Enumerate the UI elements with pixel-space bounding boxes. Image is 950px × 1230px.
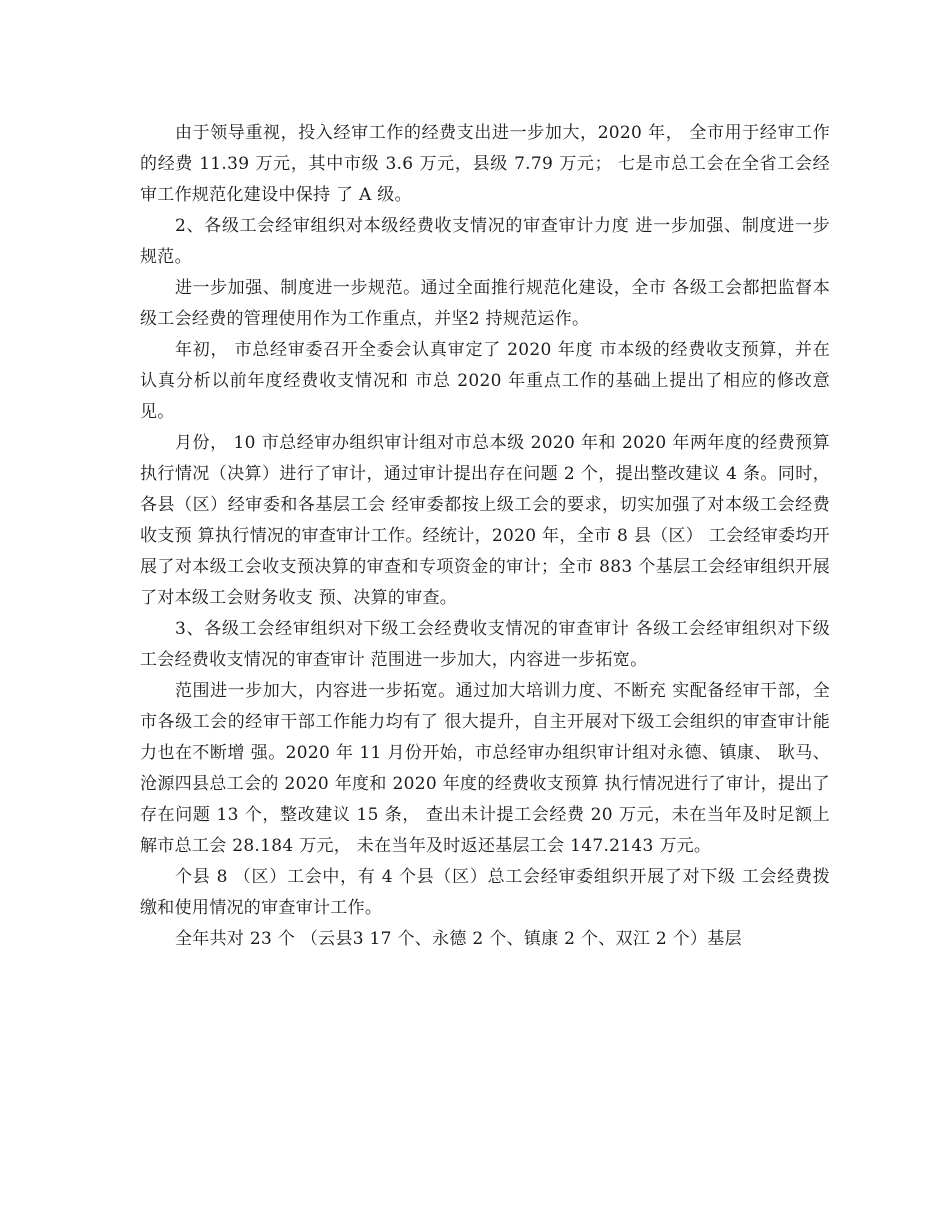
paragraph: 由于领导重视，投入经审工作的经费支出进一步加大，2020 年， 全市用于经审工作的经费 11.39 万元，其中市级 3.6 万元，县级 7.79 万元； 七是市总工会在全省工会经审工作规范化建设中保持 了 A 级。 xyxy=(140,123,830,205)
paragraph: 2、各级工会经审组织对本级经费收支情况的审查审计力度 进一步加强、制度进一步规范。 xyxy=(140,216,830,267)
paragraph: 全年共对 23 个 （云县3 17 个、永德 2 个、镇康 2 个、双江 2 个）基层 xyxy=(175,929,742,949)
paragraph: 月份， 10 市总经审办组织审计组对市总本级 2020 年和 2020 年两年度的经费预算执行情况（决算）进行了审计，通过审计提出存在问题 2 个，提出整改建议 4 条。同时，各县（区）经审委和各基层工会 经审委都按上级工会的要求，切实加强了对本级工会经费收支预 算执行情况的审查审计工作。经统计，2020 年，全市 8 县（区） 工会经审委均开展了对本级工会收支预决算的审查和专项资金的审计；全市 883 个基层工会经审组织开展了对本级工会财务收支 预、决算的审查。 xyxy=(140,433,830,608)
paragraph: 范围进一步加大，内容进一步拓宽。通过加大培训力度、不断充 实配备经审干部，全市各级工会的经审干部工作能力均有了 很大提升，自主开展对下级工会组织的审查审计能力也在不断增 强。2020 年 11 月份开始，市总经审办组织审计组对永德、镇康、 耿马、沧源四县总工会的 2020 年度和 2020 年度的经费收支预算 执行情况进行了审计，提出了存在问题 13 个，整改建议 15 条， 查出未计提工会经费 20 万元，未在当年及时足额上解市总工会 28.184 万元， 未在当年及时返还基层工会 147.2143 万元。 xyxy=(140,681,830,856)
document-page xyxy=(140,118,830,955)
paragraph: 年初， 市总经审委召开全委会认真审定了 2020 年度 市本级的经费收支预算，并在认真分析以前年度经费收支情况和 市总 2020 年重点工作的基础上提出了相应的修改意见。 xyxy=(140,340,830,422)
paragraph: 进一步加强、制度进一步规范。通过全面推行规范化建设，全市 各级工会都把监督本级工会经费的管理使用作为工作重点，并坚2 持规范运作。 xyxy=(140,278,830,329)
paragraph: 3、各级工会经审组织对下级工会经费收支情况的审查审计 各级工会经审组织对下级工会经费收支情况的审查审计 范围进一步加大，内容进一步拓宽。 xyxy=(140,619,830,670)
paragraph: 个县 8 （区）工会中，有 4 个县（区）总工会经审委组织开展了对下级 工会经费拨缴和使用情况的审查审计工作。 xyxy=(140,867,830,918)
